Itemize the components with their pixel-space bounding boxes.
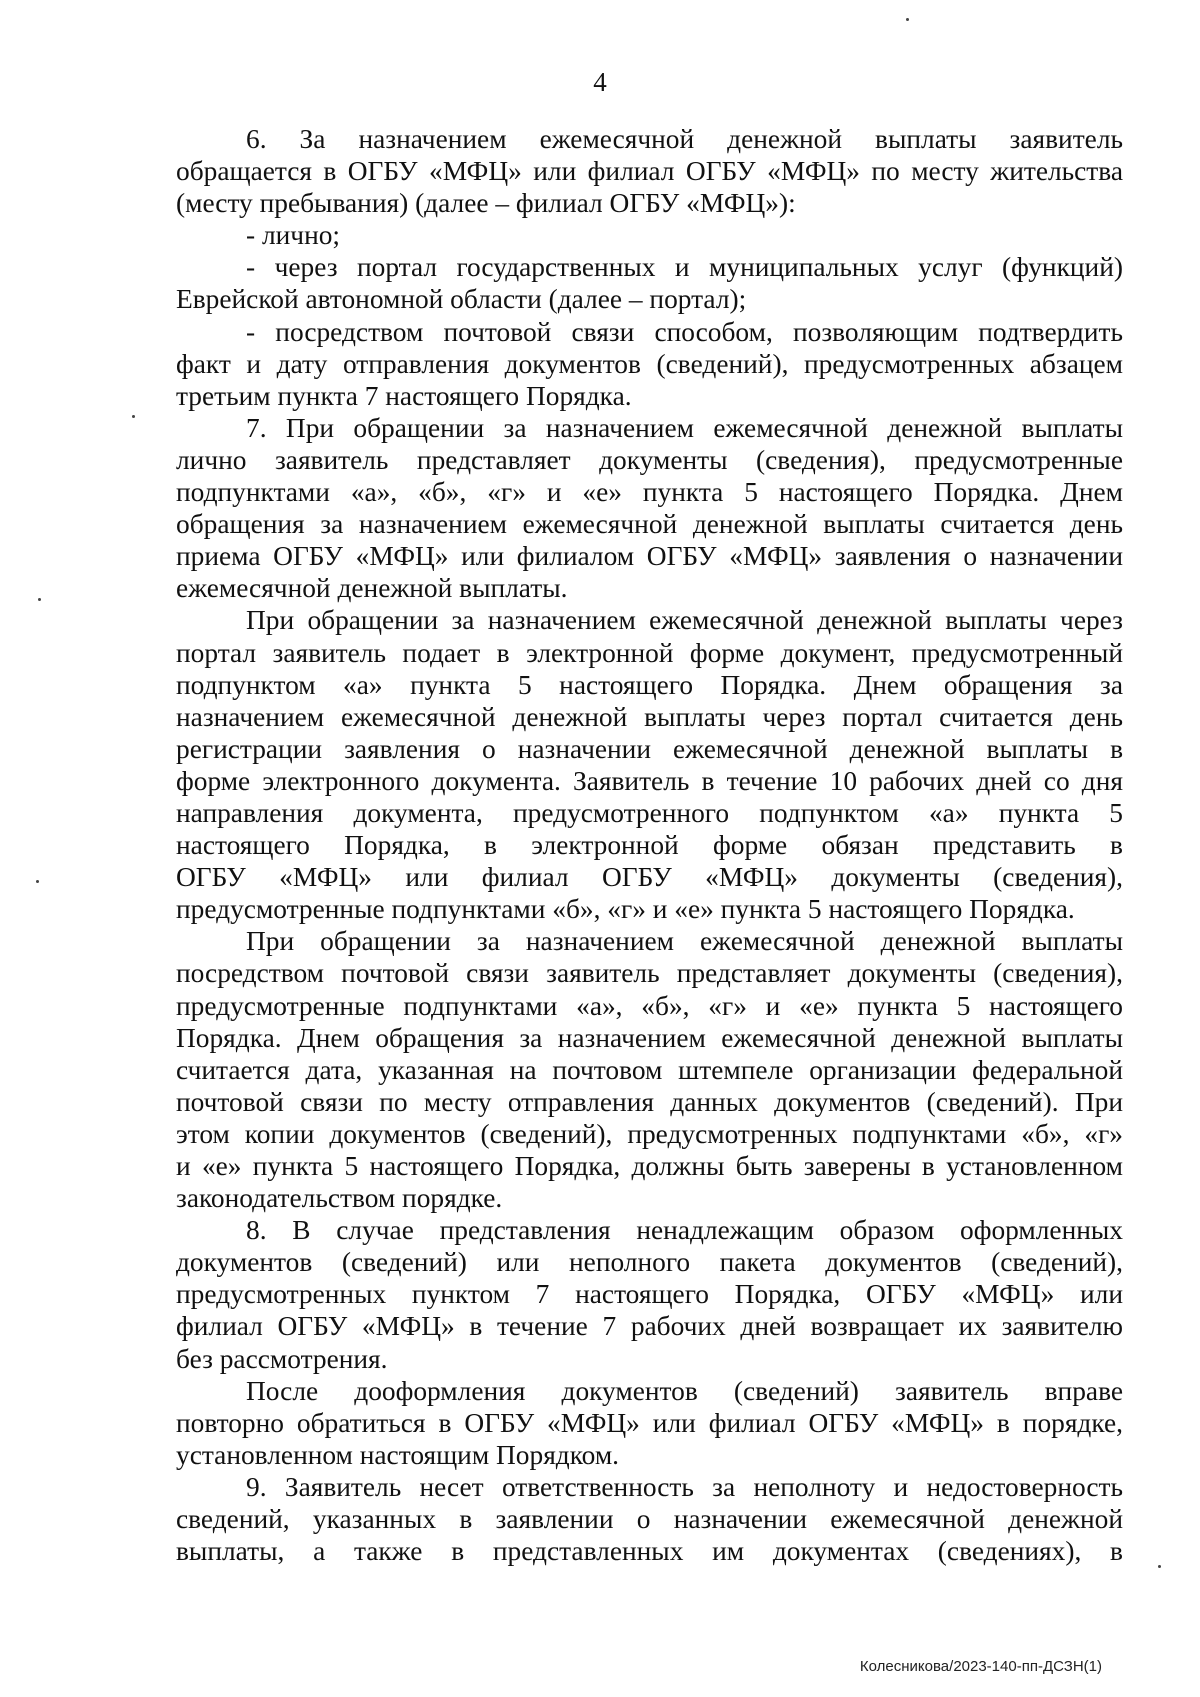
text-line: повторно обратиться в ОГБУ «МФЦ» или филиал ОГБУ «МФЦ» в порядке, bbox=[176, 1407, 1123, 1438]
list-item-personally bbox=[176, 219, 1123, 251]
text-line: факт и дату отправления документов (сведений), предусмотренных абзацем bbox=[176, 348, 1123, 379]
text-line: - посредством почтовой связи способом, позволяющим подтвердить bbox=[246, 316, 1123, 347]
text-line: Порядка. Днем обращения за назначением ежемесячной денежной выплаты bbox=[176, 1022, 1123, 1053]
document-body bbox=[176, 123, 1123, 1567]
page-number: 4 bbox=[593, 67, 607, 97]
paragraph-8 bbox=[176, 1214, 1123, 1374]
text-line: - через портал государственных и муниципальных услуг (функций) bbox=[246, 252, 1123, 283]
text-line: лично заявитель представляет документы (сведения), предусмотренные bbox=[176, 444, 1123, 475]
text-line: ежемесячной денежной выплаты. bbox=[176, 573, 568, 604]
list-item-postal bbox=[176, 316, 1123, 412]
scan-speck bbox=[38, 598, 41, 601]
text-line: документов (сведений) или неполного пакета документов (сведений), bbox=[176, 1247, 1123, 1278]
text-line: установленном настоящим Порядком. bbox=[176, 1439, 619, 1470]
scan-speck bbox=[1158, 1565, 1161, 1568]
text-line: портал заявитель подает в электронной форме документ, предусмотренный bbox=[176, 637, 1123, 668]
text-line: форме электронного документа. Заявитель в течение 10 рабочих дней со дня bbox=[176, 765, 1123, 796]
text-line: 8. В случае представления ненадлежащим образом оформленных bbox=[246, 1215, 1123, 1246]
text-line: настоящего Порядка, в электронной форме обязан представить в bbox=[176, 830, 1123, 861]
scan-speck bbox=[132, 415, 135, 418]
scan-speck bbox=[36, 880, 39, 883]
text-line: регистрации заявления о назначении ежемесячной денежной выплаты в bbox=[176, 733, 1123, 764]
list-item-portal bbox=[176, 251, 1123, 315]
paragraph-6 bbox=[176, 123, 1123, 219]
paragraph-7-portal bbox=[176, 604, 1123, 925]
text-line: 7. При обращении за назначением ежемесячной денежной выплаты bbox=[246, 412, 1123, 443]
text-line: и «е» пункта 5 настоящего Порядка, должны быть заверены в установленном bbox=[176, 1151, 1123, 1181]
text-line: При обращении за назначением ежемесячной денежной выплаты через bbox=[246, 605, 1123, 636]
paragraph-7-postal bbox=[176, 925, 1123, 1214]
scan-speck bbox=[906, 18, 909, 21]
text-line: Еврейской автономной области (далее – портал); bbox=[176, 284, 747, 315]
text-line: предусмотренные подпунктами «а», «б», «г» и «е» пункта 5 настоящего bbox=[176, 990, 1123, 1021]
text-line: законодательством порядке. bbox=[176, 1183, 503, 1214]
text-line: филиал ОГБУ «МФЦ» в течение 7 рабочих дней возвращает их заявителю bbox=[176, 1311, 1123, 1342]
text-line: подпунктами «а», «б», «г» и «е» пункта 5 настоящего Порядка. Днем bbox=[176, 477, 1123, 508]
text-line: ОГБУ «МФЦ» или филиал ОГБУ «МФЦ» документы (сведения), bbox=[176, 862, 1123, 893]
text-line: После дооформления документов (сведений) заявитель вправе bbox=[246, 1375, 1123, 1406]
text-line: обращения за назначением ежемесячной денежной выплаты считается день bbox=[176, 509, 1123, 540]
text-line: подпунктом «а» пункта 5 настоящего Порядка. Днем обращения за bbox=[176, 669, 1123, 700]
text-line: сведений, указанных в заявлении о назначении ежемесячной денежной bbox=[176, 1504, 1123, 1535]
text-line: считается дата, указанная на почтовом штемпеле организации федеральной bbox=[176, 1054, 1123, 1085]
text-line: При обращении за назначением ежемесячной денежной выплаты bbox=[246, 926, 1123, 957]
text-line: посредством почтовой связи заявитель представляет документы (сведения), bbox=[176, 958, 1123, 989]
text-line: назначением ежемесячной денежной выплаты через портал считается день bbox=[176, 701, 1123, 732]
text-line: выплаты, а также в представленных им документах (сведениях), в bbox=[176, 1536, 1123, 1567]
text-line: почтовой связи по месту отправления данных документов (сведений). При bbox=[176, 1086, 1123, 1117]
text-line: 9. Заявитель несет ответственность за неполноту и недостоверность bbox=[246, 1471, 1123, 1502]
text-line: 6. За назначением ежемесячной денежной выплаты заявитель bbox=[246, 124, 1123, 154]
text-line: без рассмотрения. bbox=[176, 1343, 388, 1374]
text-line: предусмотренные подпунктами «б», «г» и «е» пункта 5 настоящего Порядка. bbox=[176, 894, 1075, 925]
text-line: приема ОГБУ «МФЦ» или филиалом ОГБУ «МФЦ» заявления о назначении bbox=[176, 541, 1123, 572]
text-line: (месту пребывания) (далее – филиал ОГБУ «МФЦ»): bbox=[176, 188, 796, 219]
text-line: обращается в ОГБУ «МФЦ» или филиал ОГБУ «МФЦ» по месту жительства bbox=[176, 156, 1123, 187]
text-line: - лично; bbox=[246, 220, 341, 251]
text-line: этом копии документов (сведений), предусмотренных подпунктами «б», «г» bbox=[176, 1118, 1123, 1149]
text-line: третьим пункта 7 настоящего Порядка. bbox=[176, 380, 632, 411]
paragraph-9 bbox=[176, 1471, 1123, 1567]
paragraph-7 bbox=[176, 412, 1123, 605]
document-code: Колесникова/2023-140-пп-ДСЗН(1) bbox=[859, 1658, 1102, 1675]
text-line: предусмотренных пунктом 7 настоящего Порядка, ОГБУ «МФЦ» или bbox=[176, 1279, 1123, 1310]
text-line: направления документа, предусмотренного подпунктом «а» пункта 5 bbox=[176, 797, 1123, 828]
paragraph-8-resubmit bbox=[176, 1375, 1123, 1471]
